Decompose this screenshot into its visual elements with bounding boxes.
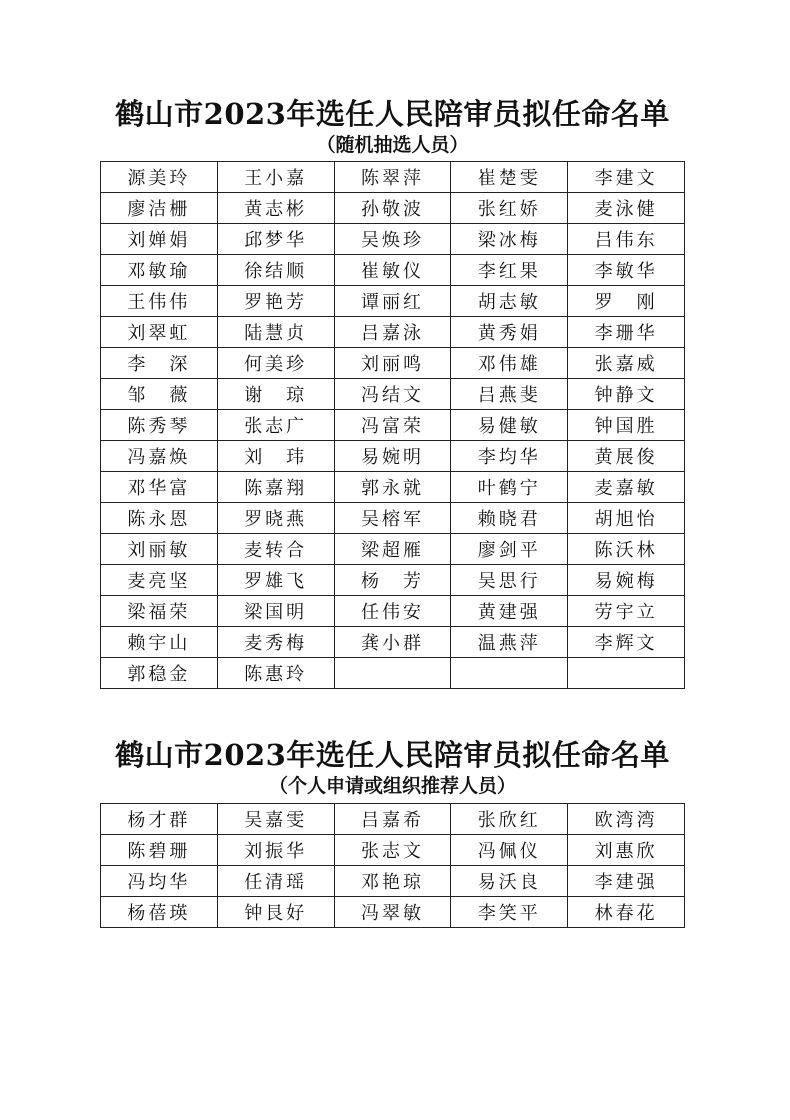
name-cell: 胡旭怡 xyxy=(568,503,685,534)
table-row xyxy=(101,255,685,286)
name-cell: 徐结顺 xyxy=(217,255,334,286)
name-cell xyxy=(334,658,451,689)
name-cell: 冯富荣 xyxy=(334,410,451,441)
name-cell: 杨才群 xyxy=(101,804,218,835)
name-cell: 易婉明 xyxy=(334,441,451,472)
table-row xyxy=(101,804,685,835)
name-cell: 郭永就 xyxy=(334,472,451,503)
name-cell: 冯翠敏 xyxy=(334,897,451,928)
name-cell: 陈沃林 xyxy=(568,534,685,565)
name-cell: 吕伟东 xyxy=(568,224,685,255)
name-cell: 崔敏仪 xyxy=(334,255,451,286)
name-cell: 吕嘉希 xyxy=(334,804,451,835)
name-cell: 赖晓君 xyxy=(451,503,568,534)
name-cell: 孙敬波 xyxy=(334,193,451,224)
table-row xyxy=(101,627,685,658)
name-cell: 罗艳芳 xyxy=(217,286,334,317)
name-cell: 罗晓燕 xyxy=(217,503,334,534)
name-cell xyxy=(568,658,685,689)
name-cell: 李建强 xyxy=(568,866,685,897)
name-cell: 梁冰梅 xyxy=(451,224,568,255)
table-row xyxy=(101,866,685,897)
name-cell: 邓敏瑜 xyxy=(101,255,218,286)
name-cell: 冯佩仪 xyxy=(451,835,568,866)
name-cell: 邓华富 xyxy=(101,472,218,503)
name-cell: 黄志彬 xyxy=(217,193,334,224)
name-cell: 吴思行 xyxy=(451,565,568,596)
name-cell: 陈永恩 xyxy=(101,503,218,534)
name-cell: 吕嘉泳 xyxy=(334,317,451,348)
name-cell: 黄秀娟 xyxy=(451,317,568,348)
name-cell: 赖宇山 xyxy=(101,627,218,658)
name-cell: 刘丽敏 xyxy=(101,534,218,565)
section-application-recommendation xyxy=(100,738,685,928)
table-row xyxy=(101,596,685,627)
name-cell: 王伟伟 xyxy=(101,286,218,317)
name-cell: 王小嘉 xyxy=(217,162,334,193)
name-cell: 梁超雁 xyxy=(334,534,451,565)
name-cell: 钟艮好 xyxy=(217,897,334,928)
name-cell: 谭丽红 xyxy=(334,286,451,317)
table-row xyxy=(101,534,685,565)
table-row xyxy=(101,224,685,255)
name-cell: 郭稳金 xyxy=(101,658,218,689)
name-cell: 梁福荣 xyxy=(101,596,218,627)
name-cell: 吕燕斐 xyxy=(451,379,568,410)
name-cell: 李辉文 xyxy=(568,627,685,658)
table-row xyxy=(101,193,685,224)
section2-title: 鹤山市2023年选任人民陪审员拟任命名单 xyxy=(115,738,670,772)
name-cell: 刘惠欣 xyxy=(568,835,685,866)
name-cell: 陈惠玲 xyxy=(217,658,334,689)
name-cell: 麦嘉敏 xyxy=(568,472,685,503)
name-cell: 麦秀梅 xyxy=(217,627,334,658)
name-cell: 李珊华 xyxy=(568,317,685,348)
name-cell: 麦泳健 xyxy=(568,193,685,224)
name-cell: 陈秀琴 xyxy=(101,410,218,441)
table-row xyxy=(101,286,685,317)
name-cell: 劳宇立 xyxy=(568,596,685,627)
name-cell: 陈嘉翔 xyxy=(217,472,334,503)
section2-name-table xyxy=(100,803,685,928)
name-cell: 冯均华 xyxy=(101,866,218,897)
name-cell: 张志广 xyxy=(217,410,334,441)
name-cell: 张欣红 xyxy=(451,804,568,835)
name-cell: 刘丽鸣 xyxy=(334,348,451,379)
name-cell: 李红果 xyxy=(451,255,568,286)
name-cell: 张志文 xyxy=(334,835,451,866)
table-row xyxy=(101,379,685,410)
name-cell: 崔楚雯 xyxy=(451,162,568,193)
section2-subtitle: （个人申请或组织推荐人员） xyxy=(268,775,516,797)
name-cell: 任伟安 xyxy=(334,596,451,627)
name-cell: 易健敏 xyxy=(451,410,568,441)
name-cell: 邓艳琼 xyxy=(334,866,451,897)
section1-name-table xyxy=(100,161,685,689)
name-cell: 陆慧贞 xyxy=(217,317,334,348)
table-row xyxy=(101,162,685,193)
name-cell: 黄建强 xyxy=(451,596,568,627)
name-cell: 温燕萍 xyxy=(451,627,568,658)
name-cell: 邱梦华 xyxy=(217,224,334,255)
name-cell: 李笑平 xyxy=(451,897,568,928)
name-cell: 易沃良 xyxy=(451,866,568,897)
name-cell: 叶鹤宁 xyxy=(451,472,568,503)
name-cell: 罗雄飞 xyxy=(217,565,334,596)
name-cell: 胡志敏 xyxy=(451,286,568,317)
name-cell: 麦亮坚 xyxy=(101,565,218,596)
name-cell: 李敏华 xyxy=(568,255,685,286)
name-cell: 吴嘉雯 xyxy=(217,804,334,835)
name-cell: 龚小群 xyxy=(334,627,451,658)
section-random-selection xyxy=(100,97,685,689)
section1-subtitle: （随机抽选人员） xyxy=(316,134,469,156)
table-row xyxy=(101,317,685,348)
table-row xyxy=(101,410,685,441)
table-row xyxy=(101,897,685,928)
name-cell: 陈碧珊 xyxy=(101,835,218,866)
name-cell: 杨蓓瑛 xyxy=(101,897,218,928)
name-cell: 吴榕军 xyxy=(334,503,451,534)
section1-title: 鹤山市2023年选任人民陪审员拟任命名单 xyxy=(115,97,670,131)
name-cell: 钟静文 xyxy=(568,379,685,410)
name-cell: 刘振华 xyxy=(217,835,334,866)
table-row xyxy=(101,441,685,472)
name-cell: 邹 薇 xyxy=(101,379,218,410)
name-cell: 李 深 xyxy=(101,348,218,379)
name-cell: 张红娇 xyxy=(451,193,568,224)
name-cell: 张嘉威 xyxy=(568,348,685,379)
name-cell: 陈翠萍 xyxy=(334,162,451,193)
name-cell: 林春花 xyxy=(568,897,685,928)
name-cell: 邓伟雄 xyxy=(451,348,568,379)
table-row xyxy=(101,472,685,503)
name-cell: 冯结文 xyxy=(334,379,451,410)
name-cell: 廖洁栅 xyxy=(101,193,218,224)
name-cell: 刘翠虹 xyxy=(101,317,218,348)
table-row xyxy=(101,348,685,379)
table-row xyxy=(101,565,685,596)
name-cell: 廖剑平 xyxy=(451,534,568,565)
name-cell: 刘 玮 xyxy=(217,441,334,472)
name-cell: 钟国胜 xyxy=(568,410,685,441)
name-cell: 梁国明 xyxy=(217,596,334,627)
name-cell: 杨 芳 xyxy=(334,565,451,596)
table-row xyxy=(101,835,685,866)
name-cell: 麦转合 xyxy=(217,534,334,565)
name-cell: 吴焕珍 xyxy=(334,224,451,255)
name-cell: 源美玲 xyxy=(101,162,218,193)
name-cell: 谢 琼 xyxy=(217,379,334,410)
name-cell: 罗 刚 xyxy=(568,286,685,317)
name-cell: 易婉梅 xyxy=(568,565,685,596)
name-cell: 李建文 xyxy=(568,162,685,193)
name-cell: 黄展俊 xyxy=(568,441,685,472)
table-row xyxy=(101,658,685,689)
name-cell: 冯嘉焕 xyxy=(101,441,218,472)
name-cell: 刘婵娟 xyxy=(101,224,218,255)
table-row xyxy=(101,503,685,534)
name-cell: 李均华 xyxy=(451,441,568,472)
name-cell xyxy=(451,658,568,689)
name-cell: 任清瑶 xyxy=(217,866,334,897)
name-cell: 欧湾湾 xyxy=(568,804,685,835)
name-cell: 何美珍 xyxy=(217,348,334,379)
